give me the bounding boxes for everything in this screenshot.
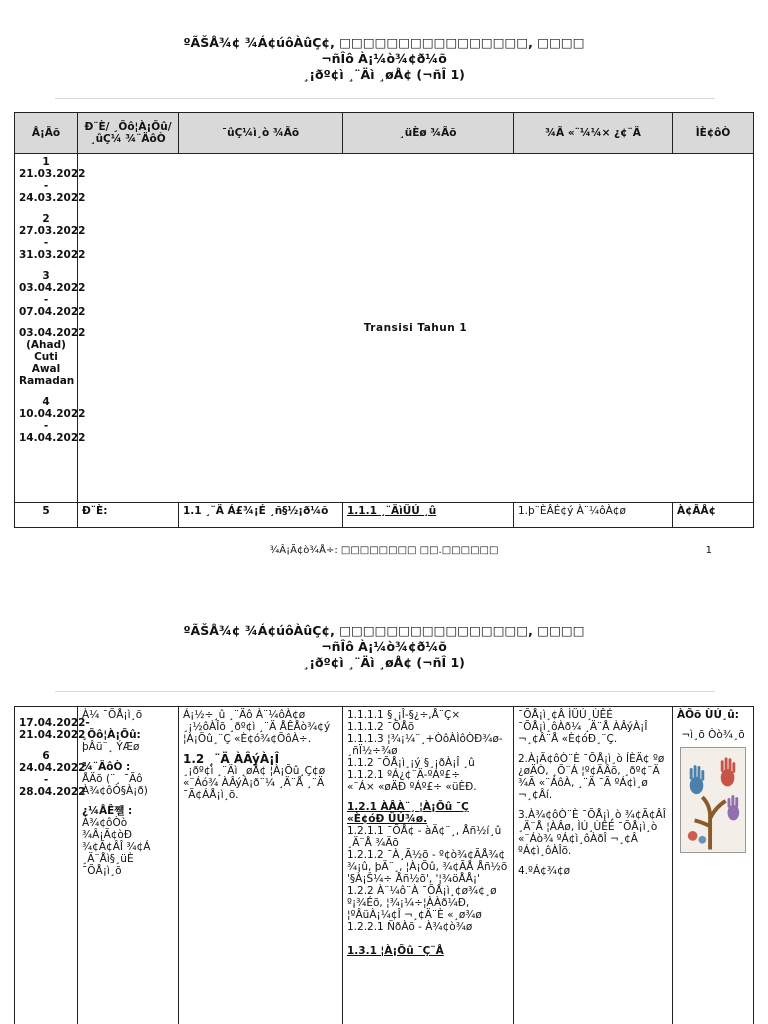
transition-banner: Transisi Tahun 1	[78, 154, 754, 503]
header-subject-line: ¸¡ðº¢ì ¸¨Äì ¸øÅ¢ (¬ñÎ 1)	[303, 67, 465, 82]
header-plan-title: ¬ñÎô À¡¼ò¾¢ð¼õ	[321, 51, 447, 66]
table-row	[15, 707, 754, 1024]
week-date-range: 17.04.2022-21.04.2022	[19, 717, 90, 741]
week-cell	[15, 707, 90, 1024]
week-date-range: 24.04.2022 - 28.04.2022	[19, 762, 86, 798]
learning-line: 1.1.1.1 §¸¡Î-§¿÷,Å¨Ç×	[347, 709, 461, 721]
column-header-notes: ÌÈ¢ôÒ	[673, 113, 754, 154]
column-header-learning-standard: ¸üÈø ¾Ãõ	[343, 113, 514, 154]
lesson-plan-table	[14, 706, 754, 1024]
header-subject-line: ¸¡ðº¢ì ¸¨Äì ¸øÅ¢ (¬ñÎ 1)	[303, 655, 465, 670]
week-number: 6	[42, 750, 50, 762]
header-school-line: ºÃŠÅ¾¢ ¾Á¢úôÀûÇ¢, □□□□□□□□□□□□□□□□, □□□□	[183, 623, 585, 638]
week-date-range: 03.04.2022 - 07.04.2022	[19, 282, 86, 318]
week-cell	[15, 154, 86, 503]
level-item: 4.ºÁ¢¾¢ø	[518, 865, 571, 877]
week-block	[19, 750, 86, 798]
week-block	[19, 327, 86, 387]
header-divider	[55, 691, 715, 692]
week-number: 2	[42, 213, 50, 225]
week-number: 1	[42, 156, 50, 168]
theme-heading: ¸Õô¦À¡Õû:	[82, 729, 141, 741]
week-block	[19, 156, 86, 204]
learning-line: 1.1.1.2 ¯ÕÅõ	[347, 721, 415, 733]
learning-section-heading: 1.2.1 ÀÂÀ¨¸ ¦À¡Õû ¯Ç «È¢óÐ ÜÚ¾ø.	[347, 801, 469, 825]
activity-text: À¾¢ôÒò ¾Â¡Ã¢òÐ ¾¢Ã¢ÂÎ ¾¢Á ¸Ä¨Åì§¸üÈ ¯ÕÅ¡ì¸õ	[82, 817, 151, 877]
activity-heading: ¿¼ÅÊ쨸 :	[82, 805, 133, 817]
week-number: 3	[42, 270, 50, 282]
content-standard-cell: 1.1 ¸¨Ä Á£¾¡É ¸ñ§½¡ð¼õ	[179, 503, 343, 528]
document-header	[0, 623, 768, 671]
notes-cell	[673, 707, 754, 1024]
week-number-cell: 5	[15, 503, 78, 528]
column-header-week: Å¡Ãõ	[15, 113, 78, 154]
title-text: ÅÄõ (¨¸ ¯Ãô À¾¢ôÒ§À¡ð)	[82, 773, 148, 797]
learning-line: 1.1.1.3 ¦¾¡¼¨¸+ÒôÀÌôÒÐ¾ø-¸ñÏ½÷¾ø	[347, 733, 503, 757]
content-text: ¸¡ðº¢ì ¸¨Äì ¸øÅ¢ ¦À¡Õû¸Ç¢ø «¨Áó¾ ÀÂýÀ¡ð¨¼ ¸Ä¨Å ¸¨Ä ¯Ã¢ÁÅ¡ì¸õ.	[183, 765, 326, 801]
week-block	[19, 396, 86, 444]
header-divider	[55, 98, 715, 99]
theme-text: þÂü¨¸ ÝÆø	[82, 741, 140, 753]
learning-section-heading: 1.3.1 ¦À¡Õû ¯Ç¨Å	[347, 945, 444, 957]
level-item: 2.À¡Ã¢ôÒ¨È ¯ÕÅ¡ì¸ò ÍÈÄ¢ ºø ¿øÄÒ, ¸Õ¨Á ¦º¢ÄÂõ, ¸ðº¢¨Ä ¾Ã «¨ÁôÀ, ¸¨Ä ¯Ã ºÁ¢ì¸ø ¬¸¢Âí.	[518, 753, 665, 801]
title-heading: ¾¨ÄôÒ :	[82, 761, 131, 773]
week-block	[19, 270, 86, 318]
notes-heading: ÀÕõ ÙÚ¸û:	[677, 709, 739, 721]
learning-line: «¨Á× «øÄÐ ºÁº£÷ «üÈÐ.	[347, 781, 477, 793]
learning-line: 1.2.1.1 ¯ÕÅ¢ - àÄ¢¨¸, Åñ½í¸û ¸Ä¨Å ¾Äõ	[347, 825, 502, 849]
document-page-2	[0, 590, 768, 1024]
performance-level-cell	[514, 707, 673, 1024]
performance-level-cell: 1.þ¨ÈÂÉ¢ý À¨¼ôÀ¢ø	[514, 503, 673, 528]
handprint-tree-art-image	[680, 747, 746, 853]
learning-line: 1.1.2 ¯ÕÅ¡ì¸¡ý §¸¡ðÀ¡Î ¸û	[347, 757, 475, 769]
learning-line: 1.2.2.1 ÑðÀõ - À¾¢ò¾ø	[347, 921, 473, 933]
document-header	[0, 35, 768, 83]
table-row	[15, 154, 754, 503]
content-standard-cell	[179, 707, 343, 1024]
content-text: Á¡½÷¸û ¸¨Äô À¨¼ôÀ¢ø ¸¡½ôÀÎõ ¸ðº¢ì ¸¨Ä ÅÊÅò¾¢ý ¦À¡Õû¸¨Ç «È¢ó¾¢ÕôÀ÷.	[183, 709, 331, 745]
header-plan-title: ¬ñÎô À¡¼ò¾¢ð¼õ	[321, 639, 447, 654]
theme-cell	[78, 707, 179, 1024]
week-date-range: 03.04.2022 (Ahad) Cuti Awal Ramadan	[19, 327, 86, 387]
learning-line: 1.1.2.1 ºÁ¿¢¨Ä-ºÁº£÷	[347, 769, 461, 781]
theme-cell: Ð¨È:	[78, 503, 179, 528]
lesson-plan-table	[14, 112, 754, 528]
week-number: 4	[42, 396, 50, 408]
week-block	[19, 717, 90, 741]
table-row	[15, 503, 754, 528]
footer-prepared-by: ¾Â¡Ã¢ò¾Å÷: □□□□□□□□ □□.□□□□□□	[269, 545, 499, 556]
week-date-range: 10.04.2022 - 14.04.2022	[19, 408, 86, 444]
header-school-line: ºÃŠÅ¾¢ ¾Á¢úôÀûÇ¢, □□□□□□□□□□□□□□□□, □□□□	[183, 35, 585, 50]
level-text: ¯ÕÅ¡ì¸¢Â ÌÜÚ¸ÙÊÉ ¯ÕÅ¡ì¸ôÀð¼ ¸Ä¨Å ÀÂýÀ¡Î ¬¸¢Â¨Å «È¢óÐ¸¨Ç.	[518, 709, 648, 745]
week-block	[19, 213, 86, 261]
content-heading: 1.2 ¸¨Ä ÀÂýÀ¡Î	[183, 752, 280, 766]
notes-cell: À¢ÃÅ¢	[673, 503, 754, 528]
column-header-performance-level: ¾Ã «¨¼¼× ¿¢¨Ä	[514, 113, 673, 154]
notes-text: ¬ì¸õ Òò¾¸õ	[681, 729, 745, 741]
week-date-range: 21.03.2022 - 24.03.2022	[19, 168, 86, 204]
learning-standard-cell	[343, 707, 514, 1024]
level-item: 3.À¾¢ôÒ¨È ¯ÕÅ¡ì¸ò ¾¢Ã¢ÂÎ ¸Ä¨Å ¦ÀÂø, ÌÚ¸ÙÊÉ ¯ÕÅ¡ì¸ò «¨Áò¾ ºÁ¢ì¸ôÀðÎ ¬¸¢Â ºÁ¢ì¸ôÀÎõ.	[518, 809, 666, 857]
theme-text: À¼ ¯ÕÅ¡ì¸õ	[82, 709, 143, 721]
learning-standard-cell: 1.1.1 ¸¨ÄìÜÚ ¸û	[343, 503, 514, 528]
column-header-content-standard: ¯ûÇ¼ì¸ò ¾Ãõ	[179, 113, 343, 154]
week-date-range: 27.03.2022 - 31.03.2022	[19, 225, 86, 261]
page-number: 1	[705, 545, 712, 556]
learning-line: 1.2.2 À¨¼ô¨À ¯ÕÅ¡ì¸¢ø¾¢¸ø º¡¾Éõ, ¦¾¡¼÷¦ÀÀð¼Ð, ¦ºÂüÀ¡¼¢Î ¬¸¢Ä¨È «¸ø¾ø	[347, 885, 497, 921]
column-header-theme: Ð¨È/ ¸Õô¦À¡Õû/ ¸ûÇ¼ ¾¨ÄôÒ	[78, 113, 179, 154]
table-header-row	[15, 113, 754, 154]
learning-line: 1.2.1.2 ¯À¸Ã½õ - º¢ò¾¢ÃÅ¾¢ ¾¡û, þÄ¨¸, ¦À¡Õû, ¾¢ÃÅ Åñ½õ '§À¡Š¼÷ Åñ½õ', '¦¾öÅÅ¡'	[347, 849, 508, 885]
